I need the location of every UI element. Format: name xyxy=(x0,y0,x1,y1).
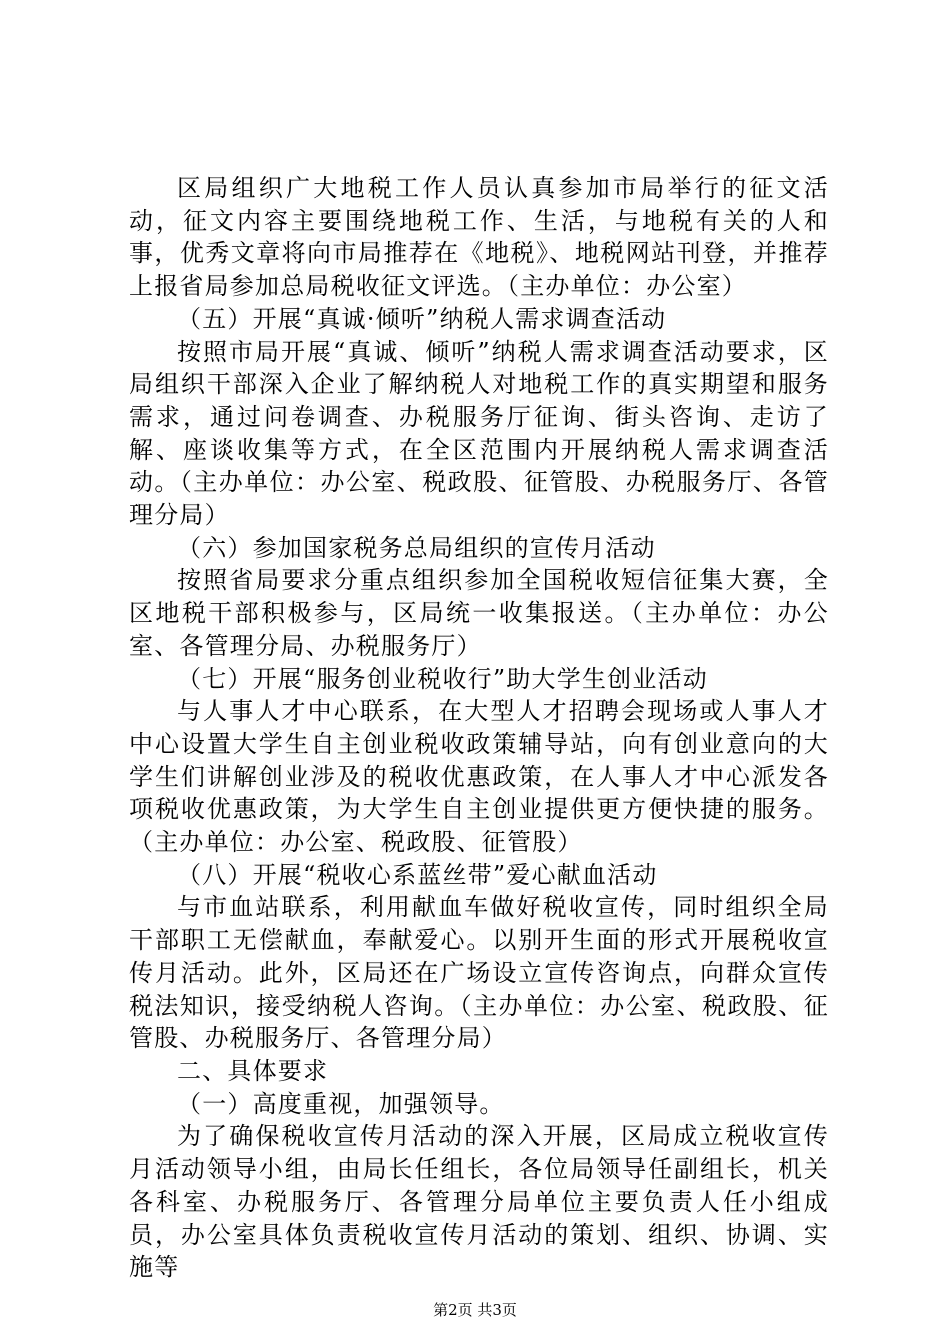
heading-item-8: （八）开展“税收心系蓝丝带”爱心献血活动 xyxy=(177,860,658,889)
heading-item-6: （六）参加国家税务总局组织的宣传月活动 xyxy=(177,533,656,562)
page-footer: 第2页 共3页 xyxy=(433,1301,517,1319)
paragraph-leadership: 为了确保税收宣传月活动的深入开展，区局成立税收宣传月活动领导小组，由局长任组长，各位局领导任副组长，机关各科室、办税服务厅、各管理分局单位主要负责人任小组成员，办公室具体负责税收宣传月活动的策划、组织、协调、实施等 xyxy=(129,1122,829,1282)
paragraph-student-startup: 与人事人才中心联系，在大型人才招聘会现场或人事人才中心设置大学生自主创业税收政策辅导站，向有创业意向的大学生们讲解创业涉及的税收优惠政策，在人事人才中心派发各项税收优惠政策，为大学生自主创业提供更方便快捷的服务。（主办单位：办公室、税政股、征管股） xyxy=(129,697,829,857)
paragraph-blood-donation: 与市血站联系，利用献血车做好税收宣传，同时组织全局干部职工无偿献血，奉献爱心。以别开生面的形式开展税收宣传月活动。此外，区局还在广场设立宣传咨询点，向群众宣传税法知识，接受纳税人咨询。（主办单位：办公室、税政股、征管股、办税服务厅、各管理分局） xyxy=(129,893,829,1053)
heading-item-7: （七）开展“服务创业税收行”助大学生创业活动 xyxy=(177,664,708,693)
paragraph-demand-survey: 按照市局开展“真诚、倾听”纳税人需求调查活动要求，区局组织干部深入企业了解纳税人对地税工作的真实期望和服务需求，通过问卷调查、办税服务厅征询、街头咨询、走访了解、座谈收集等方式，在全区范围内开展纳税人需求调查活动。（主办单位：办公室、税政股、征管股、办税服务厅、各管理分局） xyxy=(129,337,829,530)
document-body xyxy=(129,172,829,1284)
paragraph-sms-contest: 按照省局要求分重点组织参加全国税收短信征集大赛，全区地税干部积极参与，区局统一收集报送。（主办单位：办公室、各管理分局、办税服务厅） xyxy=(129,566,829,660)
heading-item-5: （五）开展“真诚·倾听”纳税人需求调查活动 xyxy=(177,304,667,333)
paragraph-essay-activity: 区局组织广大地税工作人员认真参加市局举行的征文活动，征文内容主要围绕地税工作、生活，与地税有关的人和事，优秀文章将向市局推荐在《地税》、地税网站刊登，并推荐上报省局参加总局税收征文评选。（主办单位：办公室） xyxy=(129,174,829,301)
heading-requirement-1: （一）高度重视，加强领导。 xyxy=(177,1089,505,1118)
heading-section-2: 二、具体要求 xyxy=(177,1056,329,1085)
